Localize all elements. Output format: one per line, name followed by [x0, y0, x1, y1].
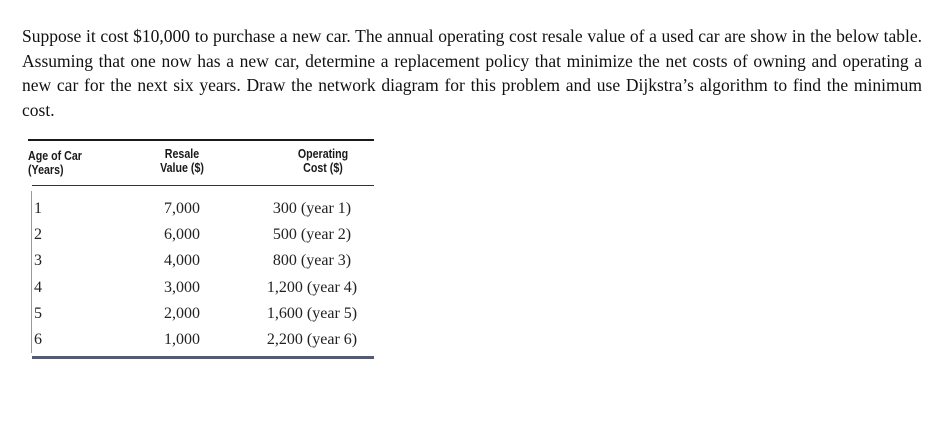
car-replacement-table — [28, 139, 374, 361]
resale-column — [142, 196, 222, 353]
table-top-rule — [28, 139, 374, 141]
header-operating-cost: Operating Cost ($) — [297, 146, 349, 175]
cell-resale: 3,000 — [164, 278, 200, 296]
cell-operating: 300 (year 1) — [272, 200, 352, 217]
age-column — [31, 196, 45, 353]
cell-age: 6 — [34, 331, 42, 349]
cell-operating: 2,200 (year 6) — [266, 331, 358, 349]
cell-age: 3 — [34, 252, 42, 270]
cell-resale: 6,000 — [164, 226, 200, 244]
cell-resale: 7,000 — [164, 200, 200, 217]
cell-operating: 1,200 (year 4) — [266, 278, 358, 296]
cell-age: 4 — [34, 278, 42, 296]
cell-operating: 500 (year 2) — [272, 226, 352, 244]
table-bottom-rule — [32, 356, 374, 359]
cell-resale: 4,000 — [164, 252, 200, 270]
cell-resale: 2,000 — [164, 304, 200, 322]
cell-age: 1 — [34, 200, 42, 217]
table-header-rule — [32, 185, 374, 186]
header-resale-value: Resale Value ($) — [160, 146, 204, 175]
operating-cost-column — [250, 196, 374, 353]
cell-resale: 1,000 — [164, 331, 200, 349]
cell-age: 5 — [34, 304, 42, 322]
header-age-of-car: Age of Car (Years) — [28, 148, 82, 177]
cell-operating: 1,600 (year 5) — [266, 304, 358, 322]
cell-operating: 800 (year 3) — [272, 252, 352, 270]
problem-statement: Suppose it cost $10,000 to purchase a new car. The annual operating cost resale value of a used car are show in the below table. Assuming that one now has a new car, determine a replacement policy that minimize the net costs of owning and operating a new car for the next six years. Draw the network diagram for this problem and use Dijkstra’s algorithm to find the minimum cost. — [22, 26, 922, 120]
cell-age: 2 — [34, 226, 42, 244]
